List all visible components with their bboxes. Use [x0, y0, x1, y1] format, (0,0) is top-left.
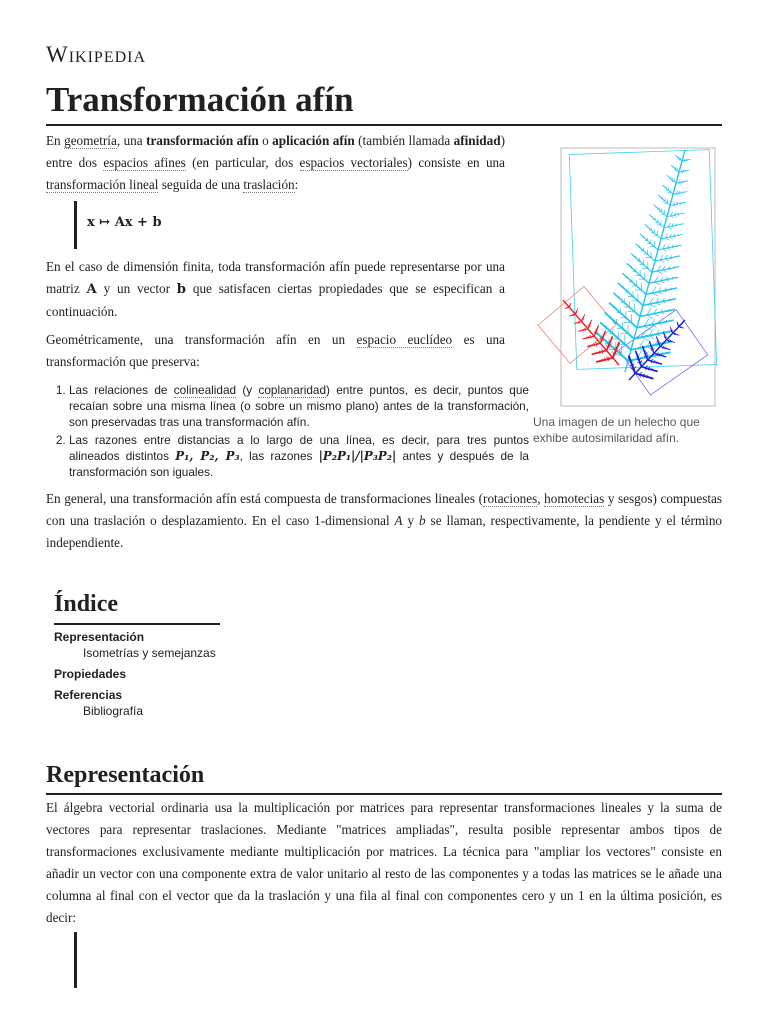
- fern-right-leaflet: [675, 334, 676, 335]
- properties-list: [48, 382, 529, 482]
- toc-item-representacion[interactable]: Representación: [54, 630, 145, 644]
- link-homotecias[interactable]: homotecias: [544, 491, 605, 506]
- wikipedia-logo[interactable]: [46, 42, 146, 68]
- affine-formula: x ↦ Ax + b: [87, 215, 162, 230]
- toc-title: Índice: [54, 589, 220, 625]
- toc-item-referencias[interactable]: Referencias: [54, 688, 123, 702]
- link-transformacion-lineal[interactable]: transformación lineal: [46, 177, 159, 192]
- fern-right-leaflet: [678, 325, 679, 326]
- figure-caption: Una imagen de un helecho que exhibe autosimilaridad afín.: [533, 415, 700, 445]
- fern-right-leaflet: [680, 327, 681, 328]
- intro-paragraph: En geometría, una transformación afín o aplicación afín (también llamada afinidad) entre dos espacios afines (en particular, dos espacios vectoriales) consiste en una transformación lineal seguida de una traslación:: [46, 133, 505, 192]
- section-representacion-text: El álgebra vectorial ordinaria usa la multiplicación por matrices para representar transformaciones lineales y la suma de vectores para representar traslaciones. Mediante "matrices ampliadas", resulta posible representar ambos tipos de transformaciones exclusivamente mediante multiplicación por matrices. La técnica para "ampliar los vectores" consiste en añadir un vector con una componente extra de valor unitario al resto de las componentes y a todas las matrices se le añade una columna al final con el vector que da la traslación y una fila al final con componentes cero y un 1 en la última posición, es decir:: [46, 800, 722, 925]
- link-espacios-vectoriales[interactable]: espacios vectoriales: [299, 155, 408, 170]
- fern-figure: [533, 140, 720, 446]
- link-espacio-euclideo[interactable]: espacio euclídeo: [356, 332, 453, 347]
- fern-right-leaflet: [671, 330, 672, 331]
- link-coplanaridad[interactable]: coplanaridad: [258, 383, 327, 397]
- paragraph-geometric: Geométricamente, una transformación afín en un espacio euclídeo es una transformación que preserva:: [46, 332, 506, 369]
- page-title: Transformación afín: [46, 78, 722, 126]
- list-item: 2. Las razones entre distancias a lo largo de una línea, es decir, para tres puntos alineados distintos P₁, P₂, P₃, las razones |P₂P₁|/|P₃P₂| antes y después de la transformación son iguales.: [69, 432, 529, 480]
- formula-block-2: [74, 932, 77, 988]
- fern-left-leaflet: [572, 315, 573, 316]
- fern-image[interactable]: [533, 140, 720, 412]
- toc-item-propiedades[interactable]: Propiedades: [54, 667, 127, 681]
- fern-right-leaflet: [657, 340, 658, 341]
- paragraph-dimension: En el caso de dimensión finita, toda transformación afín puede representarse por una matriz A y un vector b que satisfacen ciertas propiedades que se especifican a continuación.: [46, 259, 505, 319]
- fern-left-leaflet: [600, 361, 601, 362]
- link-traslacion[interactable]: traslación: [243, 177, 295, 192]
- paragraph-general: En general, una transformación afín está compuesta de transformaciones lineales (rotaciones, homotecias y sesgos) compuestas con una traslación o desplazamiento. En el caso 1-dimensional A y b se llaman, respectivamente, la pendiente y el término independiente.: [46, 491, 723, 550]
- fern-left-leaflet: [597, 329, 598, 330]
- fern-right-leaflet: [649, 377, 650, 378]
- toc-item-bibliografia[interactable]: Bibliografía: [83, 704, 144, 718]
- link-colinealidad[interactable]: colinealidad: [173, 383, 237, 397]
- fern-left-leaflet: [582, 330, 583, 331]
- formula-block: [74, 201, 162, 249]
- table-of-contents: [54, 629, 216, 719]
- section-heading-representacion: Representación: [46, 760, 722, 795]
- fern-main-leaflet: [676, 246, 677, 247]
- toc-item-isometrias[interactable]: Isometrías y semejanzas: [83, 646, 216, 660]
- fern-left-leaflet: [568, 307, 569, 308]
- fern-main-leaflet: [678, 235, 679, 236]
- fern-right-leaflet: [671, 341, 672, 342]
- link-geometria[interactable]: geometría: [64, 133, 117, 148]
- link-espacios-afines[interactable]: espacios afines: [103, 155, 186, 170]
- link-rotaciones[interactable]: rotaciones: [483, 491, 538, 506]
- logo-text: Wikipedia: [46, 42, 147, 67]
- list-item: 1. Las relaciones de colinealidad (y coplanaridad) entre puntos, es decir, puntos que recaían sobre una misma línea (o sobre un mismo plano) antes de la transformación, son preservadas tras una transformación afín.: [69, 382, 529, 430]
